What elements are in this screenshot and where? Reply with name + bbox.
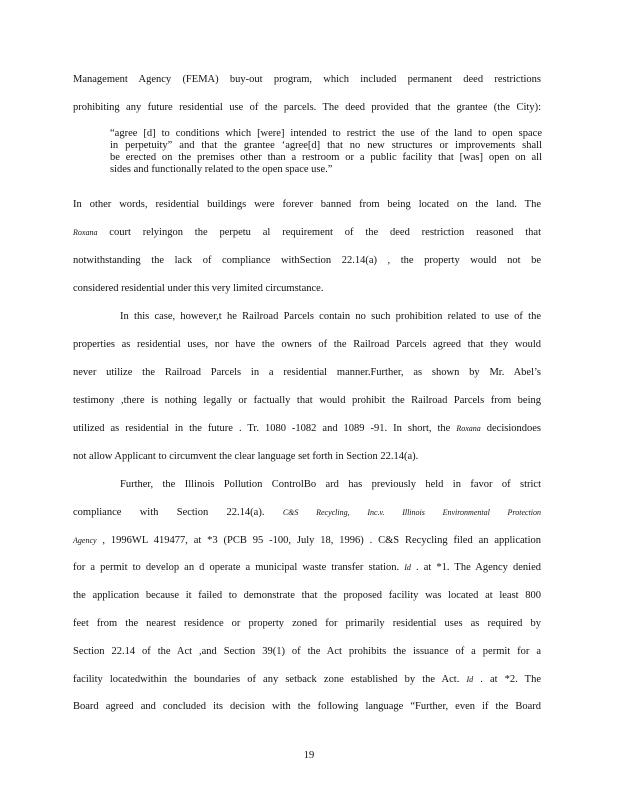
quote-line: in perpetuity” and that the grantee ‘agree[d] that no new structures or improvements shall bbox=[110, 140, 542, 151]
id-citation-italic: Id bbox=[466, 675, 474, 684]
text-line: Board agreed and concluded its decision with the following language “Further, even if the Board bbox=[73, 701, 541, 712]
text-line: Further, the Illinois Pollution ControlBo ard has previously held in favor of strict bbox=[120, 479, 541, 490]
id-citation-italic: Id bbox=[404, 563, 411, 572]
case-name-italic: Agency bbox=[73, 536, 97, 545]
case-name-italic: C&S Recycling, Inc.v. Illinois Environmental Protection bbox=[282, 508, 542, 517]
text-line: for a permit to develop an d operate a municipal waste transfer station. Id . at *1. The Agency denied bbox=[73, 562, 541, 573]
quote-line: be erected on the premises other than a restroom or a public facility that [was] open on all bbox=[110, 152, 542, 163]
text-line: prohibiting any future residential use of the parcels. The deed provided that the grantee (the City): bbox=[73, 102, 541, 113]
text-line: the application because it failed to demonstrate that the proposed facility was located at least 800 bbox=[73, 590, 541, 601]
text-line: notwithstanding the lack of compliance withSection 22.14(a) , the property would not be bbox=[73, 255, 541, 266]
text-line: In other words, residential buildings were forever banned from being located on the land. The bbox=[73, 199, 541, 210]
page-number: 19 bbox=[303, 750, 315, 761]
text-line: facility locatedwithin the boundaries of any setback zone established by the Act. Id . at *2. The bbox=[73, 674, 542, 685]
text-line: feet from the nearest residence or property zoned for primarily residential uses as required by bbox=[73, 618, 541, 629]
quote-line: sides and functionally related to the open space use.” bbox=[110, 164, 333, 175]
text-line: properties as residential uses, nor have the owners of the Railroad Parcels agreed that they would bbox=[73, 339, 541, 350]
text-line: In this case, however,t he Railroad Parcels contain no such prohibition related to use of the bbox=[120, 311, 541, 322]
text-line: Management Agency (FEMA) buy-out program, which included permanent deed restrictions bbox=[73, 74, 541, 85]
case-name-italic: Roxana bbox=[456, 424, 481, 433]
text-line: Agency , 1996WL 419477, at *3 (PCB 95 -100, July 18, 1996) . C&S Recycling filed an application bbox=[73, 535, 542, 546]
quote-line: “agree [d] to conditions which [were] intended to restrict the use of the land to open space bbox=[110, 128, 542, 139]
case-name-italic: Roxana bbox=[73, 228, 98, 237]
text-line: utilized as residential in the future . Tr. 1080 -1082 and 1089 -91. In short, the Roxana decisiondoes bbox=[73, 423, 542, 434]
text-line: considered residential under this very limited circumstance. bbox=[73, 283, 324, 294]
text-line: compliance with Section 22.14(a). C&S Recycling, Inc.v. Illinois Environmental Protection bbox=[73, 507, 542, 518]
text-line: Roxana court relyingon the perpetu al requirement of the deed restriction reasoned that bbox=[73, 227, 541, 238]
text-line: never utilize the Railroad Parcels in a residential manner.Further, as shown by Mr. Abel’s bbox=[73, 367, 541, 378]
text-line: testimony ,there is nothing legally or factually that would prohibit the Railroad Parcels from being bbox=[73, 395, 541, 406]
text-line: not allow Applicant to circumvent the clear language set forth in Section 22.14(a). bbox=[73, 451, 419, 462]
text-line: Section 22.14 of the Act ,and Section 39(1) of the Act prohibits the issuance of a permit for a bbox=[73, 646, 541, 657]
